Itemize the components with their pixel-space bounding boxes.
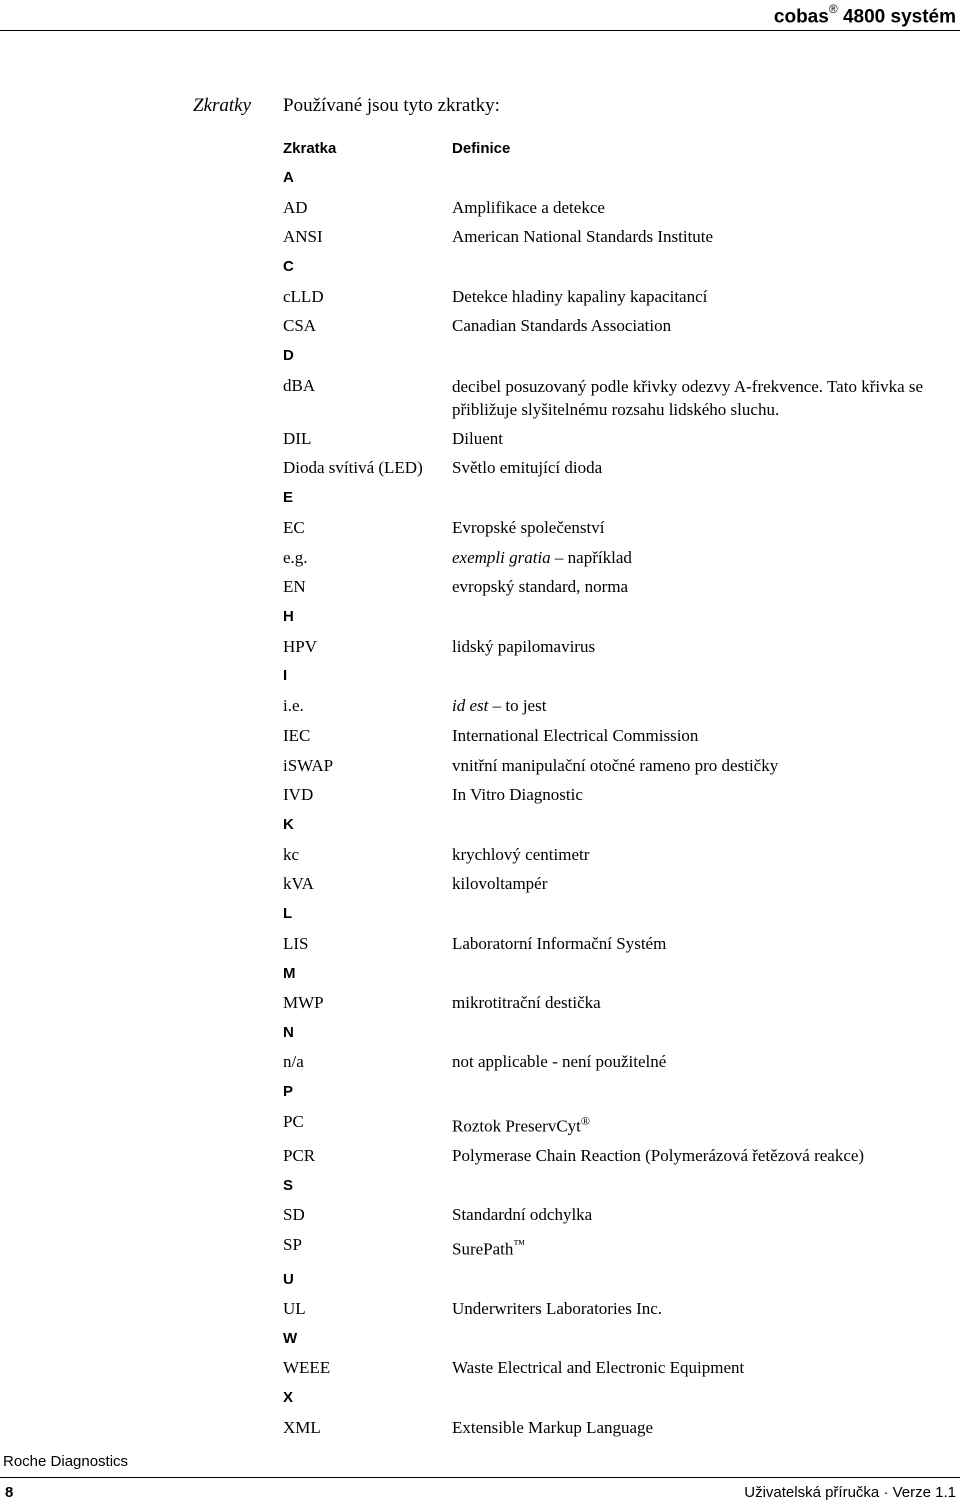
definition-text: Roztok PreservCyt <box>452 1116 581 1136</box>
footer-divider <box>0 1477 960 1478</box>
table-row <box>283 513 953 543</box>
definition-cell <box>452 453 952 483</box>
definition-text: lidský papilomavirus <box>452 636 596 656</box>
definition-text: American National Standards Institute <box>452 227 714 247</box>
table-row <box>283 1413 953 1443</box>
abbreviation-cell: LIS <box>283 933 309 953</box>
table-row <box>283 282 953 312</box>
abbreviation-cell: e.g. <box>283 547 308 567</box>
header-divider <box>0 30 960 31</box>
letter-group-header <box>283 483 953 513</box>
letter-group-header <box>283 1077 953 1107</box>
letter-label: C <box>283 258 294 276</box>
table-row <box>283 453 953 483</box>
table-row <box>283 1230 953 1264</box>
definition-text: kilovoltampér <box>452 874 548 894</box>
letter-group-header <box>283 341 953 371</box>
definition-cell <box>452 572 952 602</box>
definition-cell <box>452 751 952 781</box>
letter-label: I <box>283 667 288 685</box>
letter-label: E <box>283 489 294 507</box>
letter-label: U <box>283 1270 294 1288</box>
letter-group-header <box>283 252 953 282</box>
letter-group-header <box>283 810 953 840</box>
table-row <box>283 780 953 810</box>
table-row <box>283 1107 953 1141</box>
table-row <box>283 572 953 602</box>
abbreviation-cell: AD <box>283 197 308 217</box>
abbreviation-cell: CSA <box>283 316 317 336</box>
letter-label: X <box>283 1389 294 1407</box>
letter-label: N <box>283 1023 294 1041</box>
abbreviation-cell: DIL <box>283 428 312 448</box>
abbreviation-cell: IEC <box>283 725 311 745</box>
abbreviation-cell: iSWAP <box>283 755 334 775</box>
letter-group-header <box>283 1383 953 1413</box>
table-row <box>283 929 953 959</box>
definition-text: decibel posuzovaný podle křivky odezvy A-frekvence. Tato křivka se přibližuje slyšitelnému rozsahu lidského sluchu. <box>452 376 924 419</box>
definition-cell <box>452 424 952 454</box>
letter-label: H <box>283 608 294 626</box>
definition-cell <box>452 1294 952 1324</box>
abbreviation-cell: n/a <box>283 1052 304 1072</box>
letter-group-header <box>283 163 953 193</box>
definition-cell <box>452 222 952 252</box>
definition-text: evropský standard, norma <box>452 577 629 597</box>
definition-text: Světlo emitující dioda <box>452 458 603 478</box>
definition-cell <box>452 193 952 223</box>
table-row <box>283 424 953 454</box>
table-row <box>283 751 953 781</box>
abbreviation-cell: EC <box>283 517 305 537</box>
letter-group-header <box>283 959 953 989</box>
definition-text: Underwriters Laboratories Inc. <box>452 1299 663 1319</box>
definition-text: krychlový centimetr <box>452 844 590 864</box>
letter-label: A <box>283 169 294 186</box>
abbreviation-cell: Dioda svítivá (LED) <box>283 458 423 478</box>
abbreviation-cell: PCR <box>283 1146 316 1166</box>
section-side-label: Zkratky <box>193 95 252 116</box>
abbreviation-cell: i.e. <box>283 695 304 715</box>
table-row <box>283 840 953 870</box>
definition-text: vnitřní manipulační otočné rameno pro destičky <box>452 755 779 775</box>
definition-text: Extensible Markup Language <box>452 1417 654 1437</box>
letter-group-header <box>283 1171 953 1201</box>
table-row <box>283 543 953 573</box>
letter-label: M <box>283 964 296 982</box>
table-row <box>283 632 953 662</box>
trademark-mark: ® <box>580 1113 591 1128</box>
definition-text: International Electrical Commission <box>452 725 699 745</box>
table-row <box>283 1200 953 1230</box>
definition-cell <box>452 780 952 810</box>
definition-cell <box>452 632 952 662</box>
abbreviation-cell: HPV <box>283 636 318 656</box>
abbreviation-cell: UL <box>283 1299 306 1319</box>
definition-cell <box>452 282 952 312</box>
definition-text: SurePath <box>452 1239 514 1259</box>
letter-group-header <box>283 1324 953 1354</box>
trademark-mark: ™ <box>513 1237 526 1252</box>
letter-label: P <box>283 1083 294 1101</box>
abbreviation-cell: EN <box>283 577 306 597</box>
table-row <box>283 311 953 341</box>
definition-cell <box>452 691 952 721</box>
footer-company: Roche Diagnostics <box>3 1453 129 1470</box>
abbreviation-cell: XML <box>283 1417 321 1437</box>
definition-cell <box>452 869 952 899</box>
abbreviation-cell: kc <box>283 844 300 864</box>
definition-text: not applicable - není použitelné <box>452 1052 667 1072</box>
definition-cell <box>452 543 952 573</box>
table-row <box>283 222 953 252</box>
footer-manual-title: Uživatelská příručka · Verze 1.1 <box>744 1484 956 1501</box>
abbreviation-cell: ANSI <box>283 227 323 247</box>
definition-text: Canadian Standards Association <box>452 316 672 336</box>
definition-cell <box>452 1047 952 1077</box>
letter-group-header <box>283 899 953 929</box>
definition-cell <box>452 1353 952 1383</box>
definition-cell <box>452 1141 952 1171</box>
letter-label: S <box>283 1176 294 1194</box>
definition-cell <box>452 371 952 421</box>
letter-label: K <box>283 816 294 834</box>
letter-label: D <box>283 347 294 365</box>
definition-cell <box>452 1230 952 1264</box>
definition-text: Polymerase Chain Reaction (Polymerázová řetězová reakce) <box>452 1146 865 1166</box>
definition-cell <box>452 1200 952 1230</box>
column-header-abbreviation: Zkratka <box>283 140 337 157</box>
table-row <box>283 371 953 424</box>
table-row <box>283 721 953 751</box>
letter-group-header <box>283 602 953 632</box>
table-row <box>283 988 953 1018</box>
product-name: cobas <box>773 6 829 28</box>
abbreviation-cell: dBA <box>283 375 316 395</box>
definition-cell <box>452 840 952 870</box>
letter-label: L <box>283 905 293 923</box>
letter-group-header <box>283 1018 953 1048</box>
abbreviation-cell: cLLD <box>283 286 324 306</box>
abbreviation-cell: IVD <box>283 785 314 805</box>
page-header-title <box>774 4 956 28</box>
letter-label: W <box>283 1329 298 1347</box>
definition-text: Laboratorní Informační Systém <box>452 933 667 953</box>
definition-text: – to jest <box>488 695 547 715</box>
abbreviation-cell: MWP <box>283 993 324 1013</box>
definition-latin-term: id est <box>452 695 489 715</box>
registered-mark: ® <box>828 2 838 16</box>
definition-text: Waste Electrical and Electronic Equipment <box>452 1358 745 1378</box>
column-header-definition: Definice <box>452 140 511 157</box>
letter-group-header <box>283 661 953 691</box>
definition-cell <box>452 721 952 751</box>
table-row <box>283 691 953 721</box>
table-row <box>283 1047 953 1077</box>
definition-text: Amplifikace a detekce <box>452 197 605 217</box>
definition-text: Detekce hladiny kapaliny kapacitancí <box>452 286 708 306</box>
page-number: 8 <box>5 1484 14 1501</box>
abbreviation-cell: WEEE <box>283 1358 331 1378</box>
intro-text: Používané jsou tyto zkratky: <box>283 95 500 116</box>
abbreviation-cell: SP <box>283 1235 302 1255</box>
table-row <box>283 869 953 899</box>
table-row <box>283 1141 953 1171</box>
letter-group-header <box>283 1265 953 1295</box>
definition-cell <box>452 513 952 543</box>
definition-cell <box>452 311 952 341</box>
definition-text: mikrotitrační destička <box>452 993 601 1013</box>
table-row <box>283 193 953 223</box>
product-model: 4800 systém <box>842 6 956 28</box>
definition-cell <box>452 988 952 1018</box>
abbreviation-table <box>283 163 953 1443</box>
definition-text: Diluent <box>452 428 503 448</box>
abbreviation-cell: kVA <box>283 874 314 894</box>
definition-cell <box>452 929 952 959</box>
definition-text: Standardní odchylka <box>452 1205 593 1225</box>
abbreviation-cell: SD <box>283 1205 305 1225</box>
table-row <box>283 1294 953 1324</box>
abbreviation-cell: PC <box>283 1111 304 1131</box>
definition-cell <box>452 1107 952 1141</box>
definition-text: Evropské společenství <box>452 517 605 537</box>
table-row <box>283 1353 953 1383</box>
definition-text: – například <box>550 547 632 567</box>
definition-latin-term: exempli gratia <box>452 547 551 567</box>
definition-cell <box>452 1413 952 1443</box>
definition-text: In Vitro Diagnostic <box>452 785 583 805</box>
